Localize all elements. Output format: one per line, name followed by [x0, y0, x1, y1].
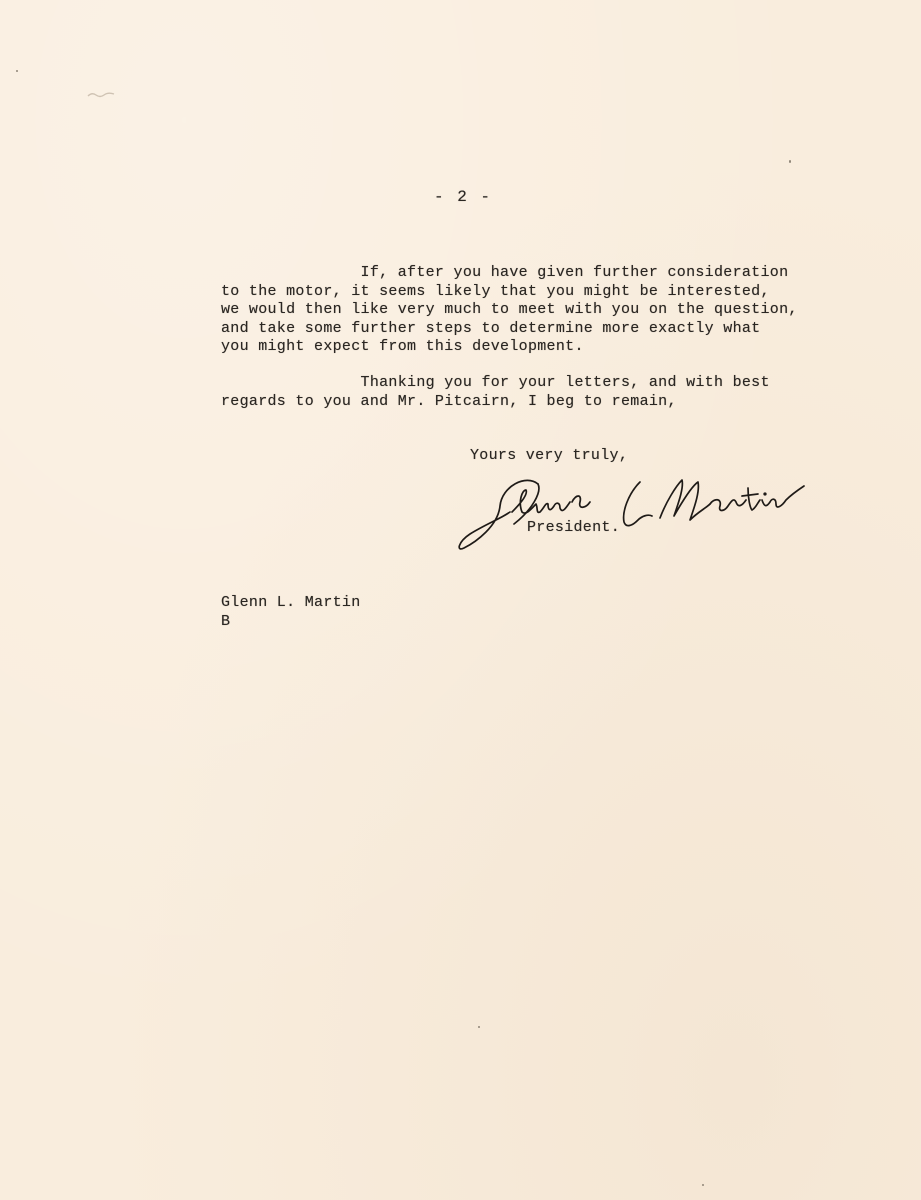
paragraph-line: Thanking you for your letters, and with best [221, 374, 770, 391]
paragraph-line: and take some further steps to determine more exactly what [221, 319, 761, 337]
typed-signer-name: Glenn L. Martin [221, 594, 361, 611]
paragraph-line: we would then like very much to meet with you on the question, [221, 301, 798, 318]
paragraph-line: If, after you have given further consideration [221, 264, 789, 281]
typist-initials: B [221, 613, 231, 630]
paper-speck [789, 160, 791, 163]
page-number: - 2 - [434, 188, 493, 206]
paragraph-line: regards to you and Mr. Pitcairn, I beg to remain, [221, 392, 677, 410]
complimentary-closing: Yours very truly, [470, 447, 629, 464]
signer-title: President. [527, 519, 621, 536]
paragraph-line: to the motor, it seems likely that you might be interested, [221, 282, 770, 300]
paragraph-line: you might expect from this development. [221, 338, 584, 355]
paper-speck [478, 1026, 480, 1028]
handwritten-signature [452, 468, 812, 558]
stamp-mark-icon [86, 90, 116, 100]
paper-speck [16, 70, 18, 72]
paper-speck [702, 1184, 704, 1186]
